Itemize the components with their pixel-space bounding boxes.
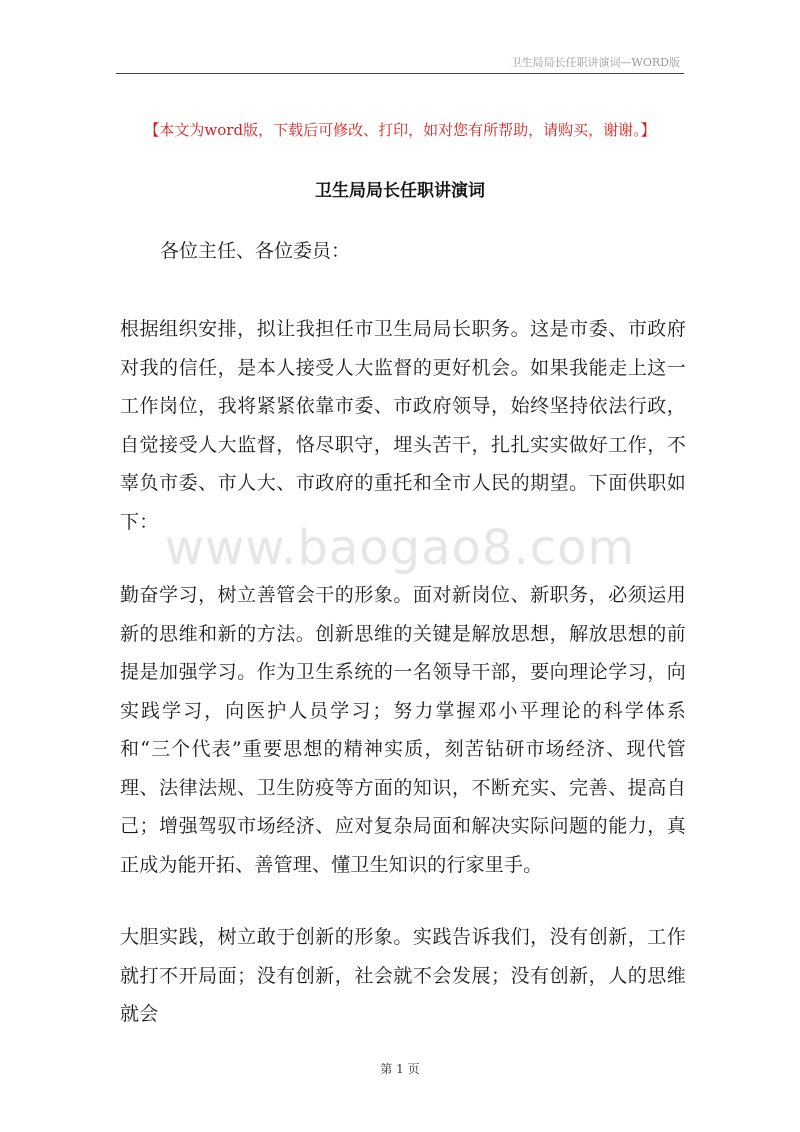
body-paragraph: 大胆实践，树立敢于创新的形象。实践告诉我们，没有创新，工作就打不开局面；没有创新，社会就不会发展；没有创新，人的思维就会 bbox=[120, 926, 686, 1025]
page-number: 第 1 页 bbox=[380, 1062, 420, 1076]
body-paragraph: 根据组织安排，拟让我担任市卫生局局长职务。这是市委、市政府对我的信任，是本人接受人大监督的更好机会。如果我能走上这一工作岗位，我将紧紧依靠市委、市政府领导，始终坚持依法行政，自觉接受人大监督，恪尽职守，埋头苦干，扎扎实实做好工作，不辜负市委、市人大、市政府的重托和全市人民的期望。下面供职如下： bbox=[120, 318, 686, 533]
document-title: 卫生局局长任职讲演词 bbox=[315, 181, 485, 201]
page-header-title: 卫生局局长任职讲演词—WORD版 bbox=[510, 56, 680, 69]
purchase-notice: 【本文为word版，下载后可修改、打印，如对您有所帮助，请购买，谢谢。】 bbox=[144, 121, 656, 139]
salutation: 各位主任、各位委员： bbox=[160, 240, 351, 262]
body-paragraph: 勤奋学习，树立善管会干的形象。面对新岗位、新职务，必须运用新的思维和新的方法。创新思维的关键是解放思想，解放思想的前提是加强学习。作为卫生系统的一名领导干部，要向理论学习，向实践学习，向医护人员学习；努力掌握邓小平理论的科学体系和“三个代表”重要思想的精神实质，刻苦钻研市场经济、现代管理、法律法规、卫生防疫等方面的知识，不断充实、完善、提高自己；增强驾驭市场经济、应对复杂局面和解决实际问题的能力，真正成为能开拓、善管理、懂卫生知识的行家里手。 bbox=[120, 584, 686, 876]
watermark: www.baogao8.com bbox=[164, 520, 636, 576]
header-divider bbox=[116, 73, 684, 74]
